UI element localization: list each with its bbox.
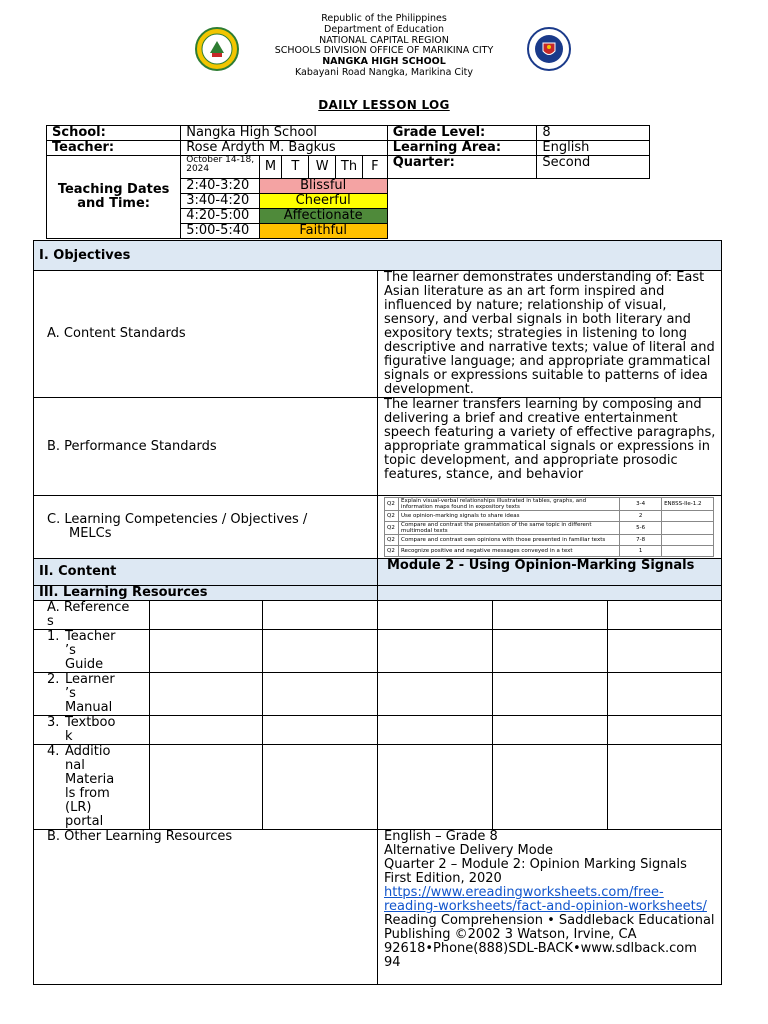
competency-text: Explain visual-verbal relationships illustrated in tables, graphs, and information maps found in expository texts: [398, 498, 619, 511]
ref-cell: [378, 716, 493, 745]
header-division: SCHOOLS DIVISION OFFICE OF MARIKINA CITY: [274, 45, 494, 57]
content-heading: II. Content: [34, 559, 378, 586]
objectives-heading: I. Objectives: [34, 241, 722, 271]
ref-cell: [378, 745, 493, 830]
schedule-section-4: Faithful: [259, 224, 387, 239]
competency-code: [662, 522, 714, 535]
ref-cell: [263, 601, 378, 630]
resource-item: [34, 630, 150, 673]
competencies-label-line1: C. Learning Competencies / Objectives /: [47, 512, 308, 527]
ref-cell: [492, 630, 607, 673]
school-value: Nangka High School: [181, 126, 387, 141]
ref-cell: [607, 601, 721, 630]
day-th: Th: [336, 156, 363, 179]
ref-cell: [607, 716, 721, 745]
competency-text: Use opinion-marking signals to share ideas: [398, 511, 619, 522]
competencies-cell: [378, 496, 722, 559]
schedule-section-3: Affectionate: [259, 209, 387, 224]
resource-item: [34, 716, 150, 745]
schedule-section-1: Blissful: [259, 179, 387, 194]
competency-quarter: Q2: [385, 522, 399, 535]
ref-cell: [149, 673, 263, 716]
schedule-time-2: 3:40-4:20: [181, 194, 259, 209]
competency-week: 2: [620, 511, 662, 522]
other-resources-label: B. Other Learning Resources: [34, 830, 378, 985]
resource-item-number: 1.: [47, 629, 60, 644]
ref-cell: [149, 716, 263, 745]
ref-cell: [149, 630, 263, 673]
info-blank: [387, 179, 649, 239]
competency-week: 7-8: [620, 535, 662, 546]
resource-item: [34, 745, 150, 830]
competency-row: [385, 546, 714, 557]
resources-heading-blank: [378, 586, 722, 601]
content-standards-text: The learner demonstrates understanding of: East Asian literature as an art form inspired and influenced by nature; relationship of visual, sensory, and verbal signals in both literary and expository texts; strategies in listening to long descriptive and narrative texts; value of literal and figurative language; and appropriate grammatical signals or expressions suitable to patterns of idea development.: [378, 271, 722, 398]
performance-standards-text: The learner transfers learning by composing and delivering a brief and creative entertainment speech featuring a variety of effective paragraphs, appropriate grammatical signals or expressions in topic development, and appropriate prosodic features, stance, and behavior: [378, 398, 722, 496]
header-address: Kabayani Road Nangka, Marikina City: [294, 66, 474, 78]
competency-code: [662, 546, 714, 557]
quarter-value: Second: [537, 156, 650, 179]
resource-item-number: 3.: [47, 715, 60, 730]
resource-item-number: 4.: [47, 744, 60, 759]
day-f: F: [362, 156, 387, 179]
header-department: Department of Education: [324, 23, 444, 35]
resource-item-label: Learner ’s Manual: [65, 672, 115, 715]
area-label: Learning Area:: [387, 141, 537, 156]
competency-row: [385, 498, 714, 511]
resource-item-number: 2.: [47, 672, 60, 687]
dates-label: Teaching Dates and Time:: [47, 156, 181, 239]
competency-code: [662, 511, 714, 522]
competency-text: Compare and contrast own opinions with those presented in familiar texts: [398, 535, 619, 546]
ref-cell: [492, 601, 607, 630]
competency-quarter: Q2: [385, 535, 399, 546]
ref-cell: [149, 601, 263, 630]
competency-week: 3-4: [620, 498, 662, 511]
grade-label: Grade Level:: [387, 126, 537, 141]
other-resource-line: English – Grade 8: [384, 829, 498, 844]
competency-text: Recognize positive and negative messages conveyed in a text: [398, 546, 619, 557]
area-value: English: [537, 141, 650, 156]
ref-cell: [263, 673, 378, 716]
school-label: School:: [47, 126, 181, 141]
competency-row: [385, 511, 714, 522]
resource-item: [34, 673, 150, 716]
competency-quarter: Q2: [385, 498, 399, 511]
resource-item-label: Additio nal Materia ls from (LR) portal: [65, 744, 115, 829]
other-resource-citation: Reading Comprehension • Saddleback Educational Publishing ©2002 3 Watson, Irvine, CA 92618•Phone(888)SDL-BACK•www.sdlback.com 94: [384, 913, 715, 970]
competencies-label: [34, 496, 378, 559]
day-m: M: [259, 156, 282, 179]
performance-standards-label: B. Performance Standards: [34, 398, 378, 496]
header-region: NATIONAL CAPITAL REGION: [319, 34, 449, 46]
worksheet-link[interactable]: https://www.ereadingworksheets.com/free-reading-worksheets/fact-and-opinion-worksheets/: [384, 885, 707, 914]
header-republic: Republic of the Philippines: [321, 13, 447, 24]
competencies-label-line2: MELCs: [69, 526, 112, 541]
competency-quarter: Q2: [385, 511, 399, 522]
content-standards-label: A. Content Standards: [34, 271, 378, 398]
ref-cell: [149, 745, 263, 830]
ref-cell: [263, 745, 378, 830]
day-t: T: [282, 156, 309, 179]
schedule-time-4: 5:00-5:40: [181, 224, 259, 239]
ref-cell: [378, 601, 493, 630]
ref-cell: [378, 673, 493, 716]
teacher-label: Teacher:: [47, 141, 181, 156]
resource-item-label: Textboo k: [65, 715, 116, 744]
other-resource-line: Quarter 2 – Module 2: Opinion Marking Signals: [384, 857, 687, 872]
document-header: [0, 14, 768, 79]
schedule-section-2: Cheerful: [259, 194, 387, 209]
ref-cell: [607, 673, 721, 716]
competency-code: [662, 535, 714, 546]
header-school: NANGKA HIGH SCHOOL: [322, 56, 446, 68]
dates-value: October 14-18, 2024: [181, 156, 259, 179]
page-title: DAILY LESSON LOG: [318, 98, 450, 112]
other-resource-line: First Edition, 2020: [384, 871, 502, 886]
grade-value: 8: [537, 126, 650, 141]
competency-row: [385, 535, 714, 546]
competency-week: 1: [620, 546, 662, 557]
ref-cell: [607, 745, 721, 830]
schedule-time-1: 2:40-3:20: [181, 179, 259, 194]
lesson-table: [33, 240, 722, 985]
competency-row: [385, 522, 714, 535]
resource-item-label: Teacher ’s Guide: [65, 629, 116, 672]
references-label: A. Reference s: [34, 601, 150, 630]
teacher-value: Rose Ardyth M. Bagkus: [181, 141, 387, 156]
ref-cell: [492, 716, 607, 745]
ref-cell: [263, 630, 378, 673]
day-w: W: [309, 156, 336, 179]
resources-heading: III. Learning Resources: [34, 586, 378, 601]
ref-cell: [607, 630, 721, 673]
ref-cell: [492, 673, 607, 716]
quarter-label: Quarter:: [387, 156, 537, 179]
ref-cell: [263, 716, 378, 745]
competency-quarter: Q2: [385, 546, 399, 557]
competency-week: 5-6: [620, 522, 662, 535]
ref-cell: [378, 630, 493, 673]
competencies-table: [384, 497, 714, 557]
other-resources-cell: [378, 830, 722, 985]
content-value: Module 2 - Using Opinion-Marking Signals: [378, 559, 722, 586]
schedule-time-3: 4:20-5:00: [181, 209, 259, 224]
competency-text: Compare and contrast the presentation of the same topic in different multimodal texts: [398, 522, 619, 535]
other-resource-line: Alternative Delivery Mode: [384, 843, 553, 858]
competency-code: EN8SS-IIe-1.2: [662, 498, 714, 511]
ref-cell: [492, 745, 607, 830]
info-table: [46, 125, 650, 239]
